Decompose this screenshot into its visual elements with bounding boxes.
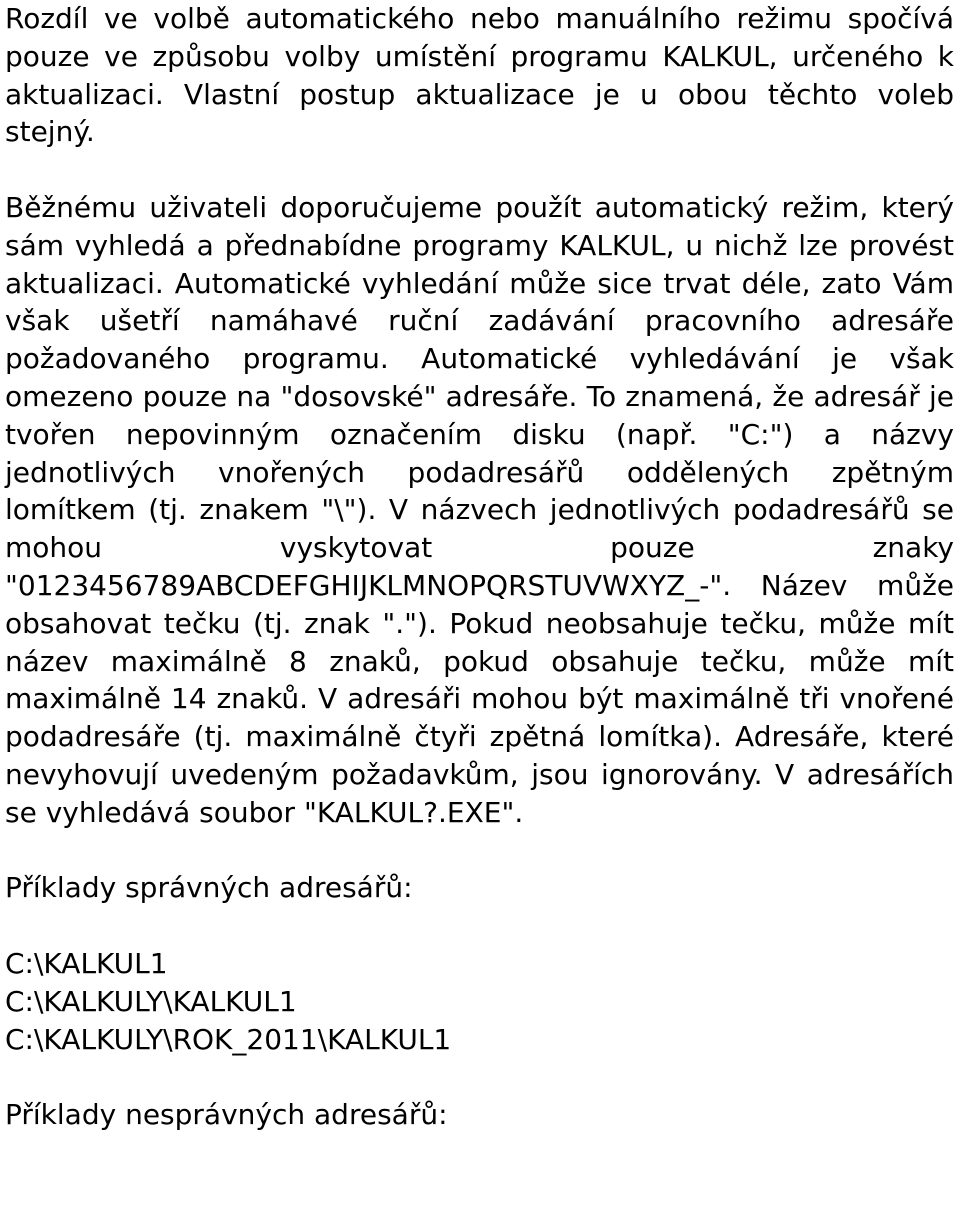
example-path: C:\KALKUL1 xyxy=(5,946,168,980)
spacer xyxy=(5,151,954,189)
intro-paragraph: Rozdíl ve volbě automatického nebo manuálního režimu spočívá pouze ve způsobu volby umístění programu KALKUL, určeného k aktualizaci. Vlastní postup aktualizace je u obou těchto voleb stejný. xyxy=(5,2,954,149)
spacer xyxy=(5,1058,954,1096)
automatic-mode-paragraph: Běžnému uživateli doporučujeme použít automatický režim, který sám vyhledá a přednabídne programy KALKUL, u nichž lze provést aktualizaci. Automatické vyhledání může sice trvat déle, zato Vám však ušetří namáhavé ruční zadávání pracovního adresáře požadovaného programu. Automatické vyhledávání je však omezeno pouze na "dosovské" adresáře. To znamená, že adresář je tvořen nepovinným označením disku (např. "C:") a názvy jednotlivých vnořených podadresářů oddělených zpětným lomítkem (tj. znakem "\"). V názvech jednotlivých podadresářů se mohou vyskytovat pouze znaky "0123456789ABCDEFGHIJKLMNOPQRSTUVWXYZ_-". Název může obsahovat tečku (tj. znak "."). Pokud neobsahuje tečku, může mít název maximálně 8 znaků, pokud obsahuje tečku, může mít maximálně 14 znaků. V adresáři mohou být maximálně tři vnořené podadresáře (tj. maximálně čtyři zpětná lomítka). Adresáře, které nevyhovují uvedeným požadavkům, jsou ignorovány. V adresářích se vyhledává soubor "KALKUL?.EXE". xyxy=(5,190,954,829)
document-page xyxy=(5,0,954,1134)
correct-examples-heading: Příklady správných adresářů: xyxy=(5,871,413,905)
incorrect-examples-heading: Příklady nesprávných adresářů: xyxy=(5,1098,448,1132)
spacer xyxy=(5,907,954,945)
example-path: C:\KALKULY\ROK_2011\KALKUL1 xyxy=(5,1022,452,1056)
spacer xyxy=(5,832,954,870)
example-path: C:\KALKULY\KALKUL1 xyxy=(5,984,297,1018)
correct-examples-list xyxy=(5,945,954,1058)
